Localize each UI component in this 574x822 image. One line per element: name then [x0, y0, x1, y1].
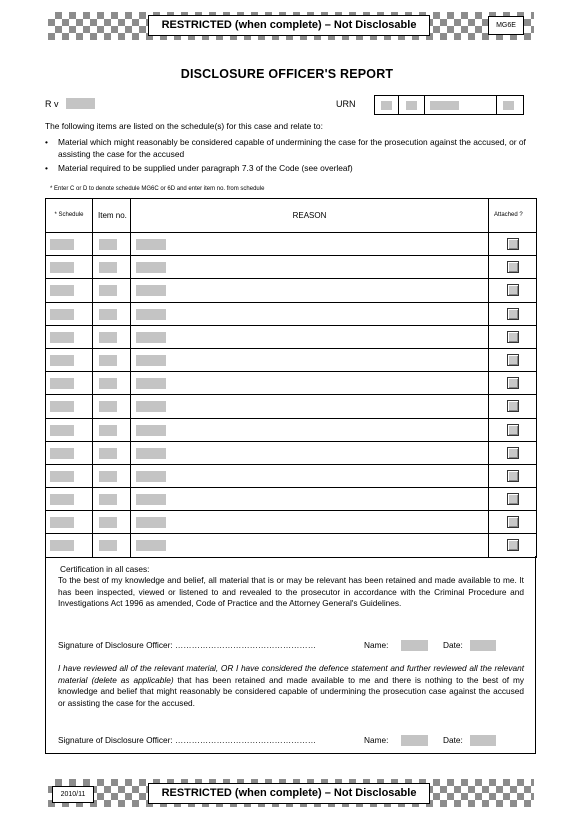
- name-field[interactable]: [401, 735, 428, 746]
- attached-checkbox[interactable]: [507, 377, 519, 389]
- schedule-field[interactable]: [50, 401, 74, 412]
- signature-row: [58, 640, 524, 652]
- schedule-cell: [46, 256, 93, 279]
- schedule-cell: [46, 372, 93, 395]
- reason-cell: [131, 441, 489, 464]
- reason-field[interactable]: [136, 262, 166, 273]
- urn-cell-4[interactable]: [497, 96, 523, 114]
- attached-checkbox[interactable]: [507, 238, 519, 250]
- page-title: DISCLOSURE OFFICER'S REPORT: [180, 67, 394, 81]
- attached-checkbox[interactable]: [507, 284, 519, 296]
- date-label: Date:: [443, 735, 463, 745]
- item-cell: [93, 464, 131, 487]
- item-number-field[interactable]: [99, 540, 117, 551]
- reason-field[interactable]: [136, 425, 166, 436]
- item-number-field[interactable]: [99, 285, 117, 296]
- col-attached-header: Attached ?: [489, 199, 537, 233]
- schedule-field[interactable]: [50, 471, 74, 482]
- reason-field[interactable]: [136, 332, 166, 343]
- schedule-cell: [46, 395, 93, 418]
- reason-field[interactable]: [136, 448, 166, 459]
- rv-field[interactable]: [66, 98, 95, 109]
- certification-title: Certification in all cases:: [60, 564, 150, 574]
- table-row: [46, 348, 537, 371]
- urn-cell-1[interactable]: [375, 96, 399, 114]
- schedule-field[interactable]: [50, 494, 74, 505]
- table-row: [46, 279, 537, 302]
- item-cell: [93, 348, 131, 371]
- schedule-field[interactable]: [50, 448, 74, 459]
- urn-cell-2[interactable]: [399, 96, 425, 114]
- attached-checkbox[interactable]: [507, 447, 519, 459]
- attached-cell: [489, 302, 537, 325]
- attached-cell: [489, 511, 537, 534]
- table-row: [46, 464, 537, 487]
- date-field[interactable]: [470, 735, 496, 746]
- attached-cell: [489, 464, 537, 487]
- reason-field[interactable]: [136, 494, 166, 505]
- schedule-cell: [46, 325, 93, 348]
- item-number-field[interactable]: [99, 494, 117, 505]
- item-number-field[interactable]: [99, 401, 117, 412]
- signature-row: [58, 735, 524, 747]
- attached-cell: [489, 441, 537, 464]
- bullet-text: Material which might reasonably be considered capable of undermining the case for the prosecution against the accused, or of assisting the case for the accused: [58, 137, 526, 159]
- attached-cell: [489, 233, 537, 256]
- attached-cell: [489, 534, 537, 557]
- table-row: [46, 256, 537, 279]
- item-cell: [93, 395, 131, 418]
- reason-cell: [131, 279, 489, 302]
- bullet-text: Material required to be supplied under paragraph 7.3 of the Code (see overleaf): [58, 163, 353, 173]
- rv-label: R v: [45, 99, 59, 109]
- table-row: [46, 488, 537, 511]
- attached-cell: [489, 488, 537, 511]
- table-header-row: [46, 199, 537, 233]
- name-label: Name:: [364, 640, 389, 650]
- schedule-cell: [46, 464, 93, 487]
- schedule-field[interactable]: [50, 517, 74, 528]
- schedule-cell: [46, 418, 93, 441]
- table-row: [46, 233, 537, 256]
- schedule-field[interactable]: [50, 332, 74, 343]
- item-cell: [93, 302, 131, 325]
- reason-cell: [131, 233, 489, 256]
- schedule-field[interactable]: [50, 285, 74, 296]
- schedule-field[interactable]: [50, 309, 74, 320]
- attached-checkbox[interactable]: [507, 308, 519, 320]
- item-number-field[interactable]: [99, 378, 117, 389]
- reason-cell: [131, 256, 489, 279]
- review-statement-rest: that has been retained and made available to me and there is nothing to the best of my knowledge and belief that might reasonably be considered capable of undermining the prosecution case against the accused or assisting the case for the accused.: [58, 674, 525, 708]
- attached-checkbox[interactable]: [507, 400, 519, 412]
- intro-text: The following items are listed on the schedule(s) for this case and relate to:: [45, 121, 323, 131]
- reason-field[interactable]: [136, 239, 166, 250]
- urn-cell-3[interactable]: [425, 96, 497, 114]
- reason-cell: [131, 511, 489, 534]
- item-cell: [93, 256, 131, 279]
- schedule-cell: [46, 511, 93, 534]
- reason-cell: [131, 395, 489, 418]
- reason-field[interactable]: [136, 540, 166, 551]
- item-cell: [93, 418, 131, 441]
- urn-field[interactable]: [374, 95, 524, 115]
- table-row: [46, 418, 537, 441]
- attached-cell: [489, 279, 537, 302]
- table-row: [46, 441, 537, 464]
- schedule-field[interactable]: [50, 262, 74, 273]
- attached-cell: [489, 418, 537, 441]
- reason-field[interactable]: [136, 285, 166, 296]
- reason-field[interactable]: [136, 471, 166, 482]
- footer-checker-band: [48, 779, 534, 807]
- schedule-note: * Enter C or D to denote schedule MG6C or 6D and enter item no. from schedule: [50, 186, 265, 192]
- attached-cell: [489, 256, 537, 279]
- certification-section: [45, 556, 536, 754]
- col-item-header: Item no.: [93, 199, 131, 233]
- attached-checkbox[interactable]: [507, 539, 519, 551]
- date-field[interactable]: [470, 640, 496, 651]
- col-schedule-header: * Schedule: [46, 199, 93, 233]
- header-restricted-label: RESTRICTED (when complete) – Not Disclosable: [148, 15, 430, 36]
- attached-cell: [489, 372, 537, 395]
- footer-restricted-label: RESTRICTED (when complete) – Not Disclosable: [148, 783, 430, 804]
- name-label: Name:: [364, 735, 389, 745]
- col-reason-header: REASON: [131, 199, 489, 233]
- item-cell: [93, 511, 131, 534]
- item-number-field[interactable]: [99, 239, 117, 250]
- schedule-field[interactable]: [50, 425, 74, 436]
- schedule-cell: [46, 348, 93, 371]
- item-number-field[interactable]: [99, 309, 117, 320]
- reason-field[interactable]: [136, 401, 166, 412]
- reason-cell: [131, 372, 489, 395]
- table-row: [46, 325, 537, 348]
- table-row: [46, 395, 537, 418]
- item-cell: [93, 325, 131, 348]
- schedule-cell: [46, 534, 93, 557]
- bullet-dot: •: [45, 137, 48, 147]
- signature-label: Signature of Disclosure Officer: ……………………………………………: [58, 735, 317, 745]
- review-statement-italic: I have reviewed all of the relevant material, OR I have considered the defence statement and further reviewed all the relevant material (delete as applicable): [58, 663, 524, 685]
- table-row: [46, 511, 537, 534]
- signature-label: Signature of Disclosure Officer: ……………………………………………: [58, 640, 317, 650]
- attached-cell: [489, 325, 537, 348]
- reason-cell: [131, 348, 489, 371]
- attached-cell: [489, 348, 537, 371]
- item-number-field[interactable]: [99, 332, 117, 343]
- review-statement: [58, 663, 524, 709]
- item-cell: [93, 372, 131, 395]
- schedule-cell: [46, 279, 93, 302]
- form-version-date: 2010/11: [52, 786, 94, 803]
- item-number-field[interactable]: [99, 262, 117, 273]
- table-row: [46, 534, 537, 557]
- header-checker-band: [48, 12, 534, 40]
- bullet-dot: •: [45, 163, 48, 173]
- schedule-cell: [46, 233, 93, 256]
- item-number-field[interactable]: [99, 425, 117, 436]
- attached-checkbox[interactable]: [507, 261, 519, 273]
- reason-cell: [131, 325, 489, 348]
- attached-checkbox[interactable]: [507, 331, 519, 343]
- attached-checkbox[interactable]: [507, 424, 519, 436]
- reason-cell: [131, 534, 489, 557]
- schedule-cell: [46, 488, 93, 511]
- attached-cell: [489, 395, 537, 418]
- attached-checkbox[interactable]: [507, 470, 519, 482]
- attached-checkbox[interactable]: [507, 354, 519, 366]
- reason-field[interactable]: [136, 355, 166, 366]
- schedule-field[interactable]: [50, 355, 74, 366]
- item-cell: [93, 534, 131, 557]
- item-cell: [93, 488, 131, 511]
- item-cell: [93, 441, 131, 464]
- certification-paragraph: To the best of my knowledge and belief, all material that is or may be relevant has been retained and made available to me. It has been inspected, viewed or listened to and revealed to the prosecutor in accordance with the Criminal Procedure and Investigations Act 1996 as amended, Code of Practice and the Attorney General's Guidelines.: [58, 575, 524, 609]
- item-number-field[interactable]: [99, 471, 117, 482]
- form-code: MG6E: [488, 16, 524, 35]
- item-number-field[interactable]: [99, 517, 117, 528]
- items-table: [45, 198, 537, 558]
- attached-checkbox[interactable]: [507, 516, 519, 528]
- reason-field[interactable]: [136, 309, 166, 320]
- date-label: Date:: [443, 640, 463, 650]
- schedule-field[interactable]: [50, 540, 74, 551]
- schedule-field[interactable]: [50, 239, 74, 250]
- name-field[interactable]: [401, 640, 428, 651]
- schedule-cell: [46, 302, 93, 325]
- reason-cell: [131, 302, 489, 325]
- attached-checkbox[interactable]: [507, 493, 519, 505]
- reason-field[interactable]: [136, 517, 166, 528]
- schedule-field[interactable]: [50, 378, 74, 389]
- table-row: [46, 302, 537, 325]
- reason-cell: [131, 464, 489, 487]
- schedule-cell: [46, 441, 93, 464]
- item-number-field[interactable]: [99, 355, 117, 366]
- reason-field[interactable]: [136, 378, 166, 389]
- urn-label: URN: [336, 99, 356, 109]
- item-cell: [93, 233, 131, 256]
- item-number-field[interactable]: [99, 448, 117, 459]
- item-cell: [93, 279, 131, 302]
- reason-cell: [131, 488, 489, 511]
- reason-cell: [131, 418, 489, 441]
- table-row: [46, 372, 537, 395]
